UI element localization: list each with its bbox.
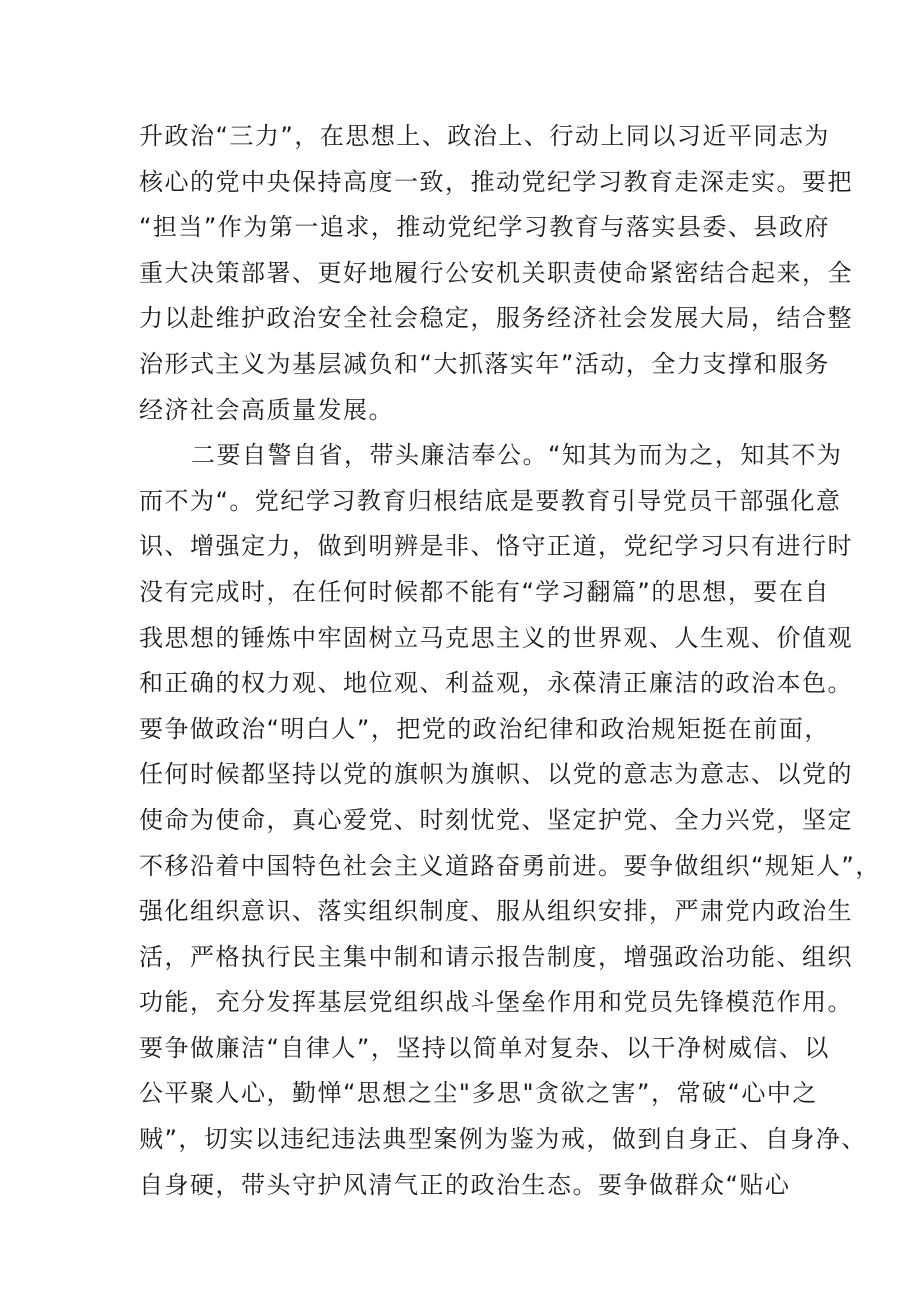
text-line: 活，严格执行民主集中制和请示报告制度，增强政治功能、组织 (139, 942, 853, 971)
text-line: 公平聚人心，勤惮“思想之尘"多思"贪欲之害”，常破“心中之 (139, 1079, 818, 1108)
text-line: 要争做政治“明白人”，把党的政治纪律和政治规矩挺在前面， (139, 714, 830, 743)
text-line: 而不为“。党纪学习教育归根结底是要教育引导党员干部强化意 (139, 486, 842, 515)
text-line: 升政治“三力”，在思想上、政治上、行动上同以习近平同志为 (139, 122, 830, 150)
text-line: 治形式主义为基层减负和“大抓落实年”活动，全力支撑和服务 (139, 349, 830, 378)
text-line: 我思想的锤炼中牢固树立马克思主义的世界观、人生观、价值观 (139, 623, 853, 652)
text-line: 任何时候都坚持以党的旗帜为旗帜、以党的意志为意志、以党的 (139, 760, 853, 789)
text-line: “担当”作为第一追求，推动党纪学习教育与落实县委、县政府 (139, 213, 830, 242)
text-line: 要争做廉洁“自律人”，坚持以简单对复杂、以干净树威信、以 (139, 1033, 830, 1062)
text-line: 不移沿着中国特色社会主义道路奋勇前进。要争做组织“规矩人”， (139, 851, 881, 880)
text-line: 和正确的权力观、地位观、利益观，永葆清正廉洁的政治本色。 (139, 669, 853, 698)
text-line: 没有完成时，在任何时候都不能有“学习翻篇”的思想，要在自 (139, 577, 830, 606)
text-line: 经济社会高质量发展。 (139, 395, 394, 424)
text-line: 使命为使命，真心爱党、时刻忧党、坚定护党、全力兴党，坚定 (139, 805, 853, 834)
body-text (139, 114, 881, 1208)
text-line: 核心的党中央保持高度一致，推动党纪学习教育走深走实。要把 (139, 167, 853, 196)
text-line: 强化组织意识、落实组织制度、服从组织安排，严肃党内政治生 (139, 897, 853, 926)
text-line: 自身硬，带头守护风清气正的政治生态。要争做群众“贴心 (139, 1170, 791, 1199)
text-line: 贼”，切实以违纪违法典型案例为鉴为戒，做到自身正、自身净、 (139, 1125, 867, 1154)
text-line: 二要自警自省，带头廉洁奉公。“知其为而为之，知其不为 (191, 441, 843, 470)
text-line: 识、增强定力，做到明辨是非、恪守正道，党纪学习只有进行时 (139, 532, 853, 561)
text-line: 功能，充分发挥基层党组织战斗堡垒作用和党员先锋模范作用。 (139, 988, 853, 1017)
text-line: 力以赴维护政治安全社会稳定，服务经济社会发展大局，结合整 (139, 304, 853, 333)
text-line: 重大决策部署、更好地履行公安机关职责使命紧密结合起来，全 (139, 258, 853, 287)
